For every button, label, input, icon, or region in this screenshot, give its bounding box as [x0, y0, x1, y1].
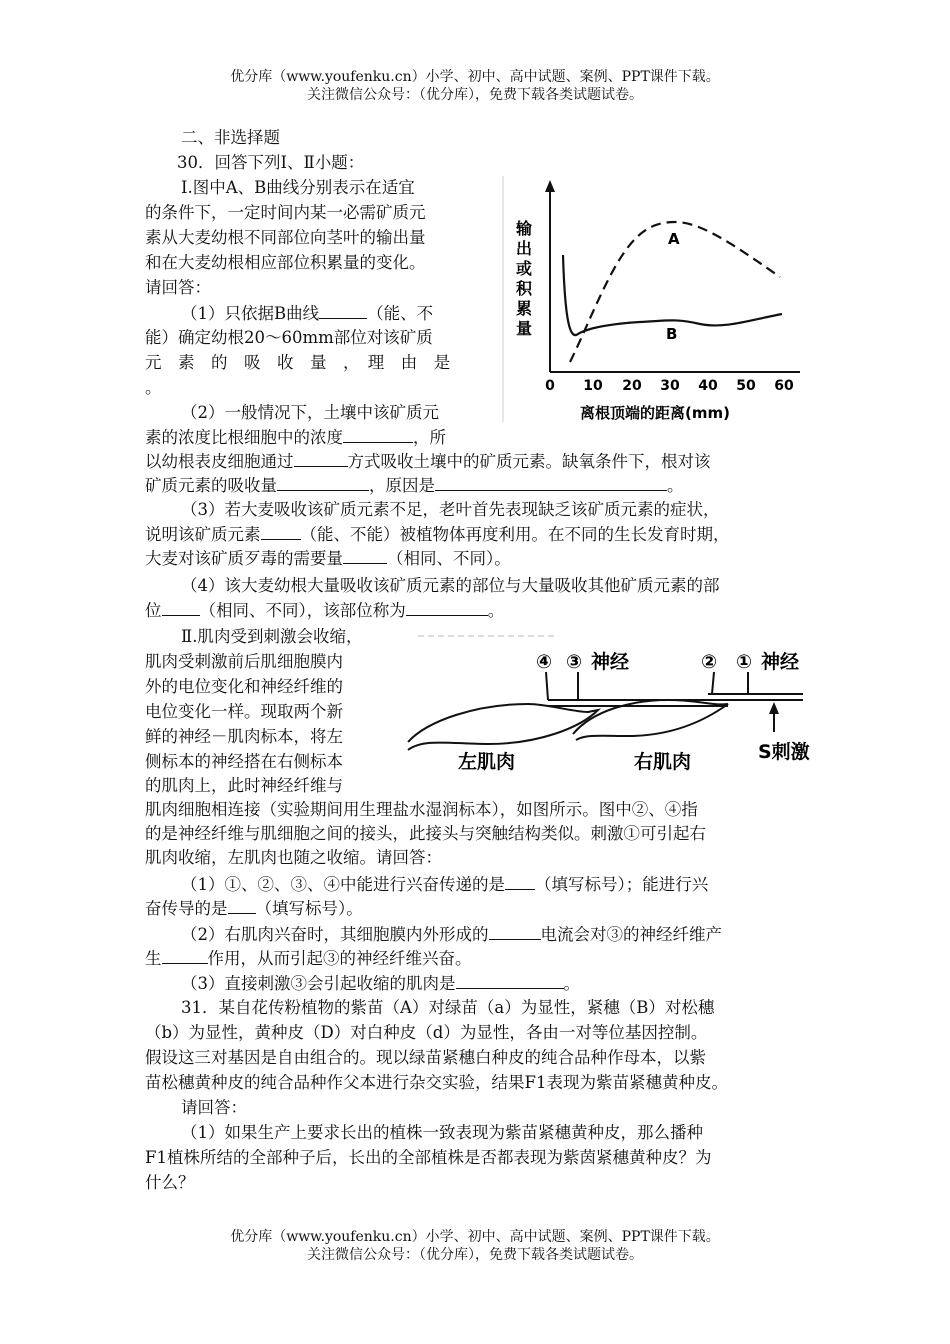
text: 说明该矿质元素: [145, 525, 261, 544]
q30-p1-s3: [145, 546, 511, 571]
text: 素的浓度比根细胞中的浓度: [145, 428, 343, 447]
q30-p1-line: 请回答：: [145, 278, 211, 297]
ylabel-char: 量: [516, 319, 533, 338]
q30-p1-line: 元 素 的 吸 收 量 ， 理 由 是: [145, 353, 451, 372]
text: （相同、不同），该部位称为: [199, 601, 406, 620]
label-nerve-left: 神经: [591, 651, 630, 673]
q30-p2-s2: [181, 922, 722, 947]
text: （能、不能）被植物体再度利用。在不同的生长发育时期，: [300, 525, 730, 544]
figure-labels: [458, 650, 810, 773]
ylabel-char: 或: [516, 259, 533, 278]
q30-p2-s1: [181, 872, 708, 897]
q30-title: 30．回答下列Ⅰ、Ⅱ小题：: [177, 153, 365, 172]
answer-blank[interactable]: [456, 971, 564, 989]
label-b: B: [666, 325, 678, 343]
answer-blank[interactable]: [343, 425, 413, 443]
q30-p1-s1: [181, 301, 433, 326]
label-stimulus: S刺激: [758, 741, 810, 763]
label-junction-2: ②: [701, 651, 718, 673]
x-axis-label: 离根顶端的距离(mm): [580, 404, 730, 422]
header-line-1: 优分库（www.youfenku.cn）小学、初中、高中试题、案例、PPT课件下载。: [230, 69, 720, 85]
text: 。: [667, 476, 684, 495]
answer-blank[interactable]: [162, 946, 208, 964]
q31-line: 31．某自花传粉植物的紫苗（A）对绿苗（a）为显性，紧穗（B）对松穗: [181, 998, 715, 1017]
footer-line-1: 优分库（www.youfenku.cn）小学、初中、高中试题、案例、PPT课件下载。: [230, 1229, 720, 1245]
y-axis-arrow: [545, 180, 555, 192]
label-junction-4: ④: [536, 651, 553, 673]
answer-blank[interactable]: [277, 473, 369, 491]
figure-absorption-curves: [500, 172, 810, 430]
text: 作用，从而引起③的神经纤维兴奋。: [207, 949, 472, 968]
answer-blank[interactable]: [343, 546, 387, 564]
nerve-muscle-diagram: [398, 632, 838, 782]
answer-blank[interactable]: [162, 598, 200, 616]
x-tick: 30: [660, 378, 680, 394]
section-title: 二、非选择题: [181, 128, 280, 147]
text: 方式吸收土壤中的矿质元素。缺氧条件下，根对该: [347, 452, 711, 471]
text: 大麦对该矿质歹毒的需要量: [145, 549, 343, 568]
q30-p1-s2: [145, 449, 711, 474]
text: （填写标号）；能进行兴: [535, 875, 709, 894]
answer-blank[interactable]: [228, 896, 256, 914]
q30-p2-line: 肌肉收缩，左肌肉也随之收缩。请回答：: [145, 848, 442, 867]
q30-p2-s3: [181, 971, 580, 996]
text: （相同、不同）。: [387, 549, 511, 568]
y-axis-label: [515, 219, 533, 338]
q30-p1-s2: [145, 425, 446, 450]
q30-p2-line: 肌肉细胞相连接（实验期间用生理盐水湿润标本），如图所示。图中②、④指: [145, 800, 698, 819]
label-right-muscle: 右肌肉: [634, 751, 692, 773]
q31-line: 请回答：: [181, 1098, 247, 1117]
q31-line: （b）为显性，黄种皮（D）对白种皮（d）为显性，各由一对等位基因控制。: [145, 1023, 708, 1042]
q30-p2-line: 的是神经纤维与肌细胞之间的接头，此接头与突触结构类似。刺激①可引起右: [145, 824, 706, 843]
q31-line: 假设这三对基因是自由组合的。现以绿苗紧穗白种皮的纯合品种作母本，以紫: [145, 1048, 706, 1067]
text: ，所: [413, 428, 446, 447]
q31-line: （1）如果生产上要求长出的植株一致表现为紫苗紧穗黄种皮，那么播种: [181, 1123, 703, 1142]
ylabel-char: 积: [516, 279, 533, 298]
label-nerve-right: 神经: [761, 651, 800, 673]
q30-p1-line: 能）确定幼根20～60mm部位对该矿质: [145, 328, 433, 347]
answer-blank[interactable]: [505, 872, 535, 890]
text: （3）直接刺激③会引起收缩的肌肉是: [181, 974, 456, 993]
q30-p1-line: （2）一般情况下，土壤中该矿质元: [181, 403, 439, 422]
text: 电流会对③的神经纤维产: [540, 925, 722, 944]
footer-line-2: 关注微信公众号：（优分库），免费下载各类试题试卷。: [307, 1247, 643, 1263]
q30-p2-line: 侧标本的神经搭在右侧标本: [145, 752, 343, 771]
answer-blank[interactable]: [319, 301, 367, 319]
q30-p2-line: Ⅱ.肌肉受到刺激会收缩，: [181, 627, 363, 646]
figure-nerve-muscle: [398, 632, 838, 782]
curve-chart: [500, 172, 810, 430]
q30-p1-line: 的条件下，一定时间内某一必需矿质元: [145, 203, 426, 222]
answer-blank[interactable]: [406, 598, 488, 616]
left-muscle-shape: [408, 704, 598, 750]
text: 生: [145, 949, 162, 968]
ylabel-char: 累: [516, 299, 533, 318]
q30-p2-s2: [145, 946, 472, 971]
curve-b: [563, 255, 782, 335]
stimulus-arrow-head: [769, 702, 779, 714]
q31-line: 苗松穗黄种皮的纯合品种作父本进行杂交实验，结果F1表现为紫苗紧穗黄种皮。: [145, 1073, 728, 1092]
text: ，原因是: [369, 476, 435, 495]
q30-p2-line: 肌肉受刺激前后肌细胞膜内: [145, 652, 343, 671]
q30-p1-s4: [145, 598, 504, 623]
x-tick: 50: [736, 378, 756, 394]
x-tick: 40: [698, 378, 718, 394]
q30-p1-line: （3）若大麦吸收该矿质元素不足，老叶首先表现缺乏该矿质元素的症状，: [181, 500, 720, 519]
x-ticks: [545, 378, 794, 394]
text: 。: [487, 601, 505, 620]
text: 矿质元素的吸收量: [145, 476, 277, 495]
q30-p1-line: 。: [145, 378, 162, 397]
x-tick: 10: [583, 378, 603, 394]
q31-line: 什么？: [145, 1173, 195, 1192]
text: （2）右肌肉兴奋时，其细胞膜内外形成的: [181, 925, 489, 944]
right-nerve-fiber: [708, 694, 803, 700]
q30-p2-s1: [145, 896, 363, 921]
label-left-muscle: 左肌肉: [458, 751, 516, 773]
ylabel-char: 输: [516, 219, 533, 238]
label-a: A: [668, 230, 680, 248]
text: （1）只依据B曲线: [181, 304, 320, 323]
x-tick: 60: [774, 378, 794, 394]
text: （能、不: [367, 304, 434, 323]
pointer-4: [546, 672, 548, 700]
answer-blank[interactable]: [261, 522, 301, 540]
text: 以幼根表皮细胞通过: [145, 452, 294, 471]
page-footer: [0, 1228, 950, 1264]
q30-p1-line: Ⅰ.图中A、B曲线分别表示在适宜: [181, 178, 415, 197]
answer-blank[interactable]: [489, 922, 541, 940]
x-tick: 20: [622, 378, 642, 394]
q30-p1-line: （4）该大麦幼根大量吸收该矿质元素的部位与大量吸收其他矿质元素的部: [181, 576, 720, 595]
q31-line: F1植株所结的全部种子后，长出的全部植株是否都表现为紫茵紧穗黄种皮？为: [145, 1148, 712, 1167]
q30-p1-line: 素从大麦幼根不同部位向茎叶的输出量: [145, 228, 426, 247]
ylabel-char: 出: [516, 239, 533, 258]
header-line-2: 关注微信公众号：（优分库），免费下载各类试题试卷。: [307, 87, 643, 103]
answer-blank[interactable]: [294, 449, 348, 467]
q30-p2-line: 鲜的神经－肌肉标本，将左: [145, 727, 343, 746]
label-nerve-3: ③: [566, 651, 583, 673]
page-header: [0, 68, 950, 104]
text: 。: [563, 974, 580, 993]
q30-p2-line: 外的电位变化和神经纤维的: [145, 677, 343, 696]
text: （填写标号）。: [255, 899, 363, 918]
q30-p2-line: 电位变化一样。现取两个新: [145, 702, 343, 721]
q30-p1-line: 和在大麦幼根相应部位积累量的变化。: [145, 253, 426, 272]
q30-p2-line: 的肌肉上，此时神经纤维与: [145, 776, 343, 795]
text: （1）①、②、③、④中能进行兴奋传递的是: [181, 875, 505, 894]
x-tick: 0: [545, 378, 555, 394]
answer-blank[interactable]: [435, 473, 667, 491]
q30-p1-s2: [145, 473, 684, 498]
text: 奋传导的是: [145, 899, 228, 918]
label-nerve-1: ①: [736, 651, 753, 673]
pointer-2: [712, 672, 714, 694]
q30-p1-s3: [145, 522, 730, 547]
text: 位: [145, 601, 162, 620]
